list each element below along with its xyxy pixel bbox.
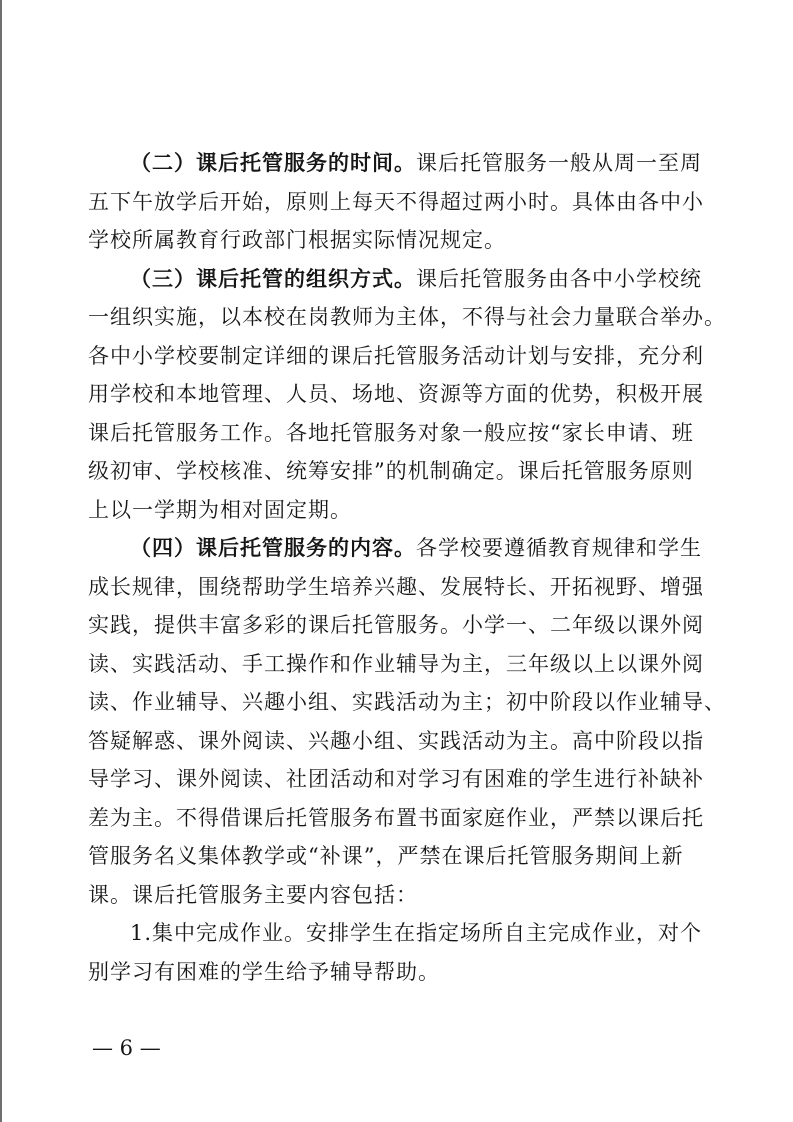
paragraph-line: 上以一学期为相对固定期。 [88,497,352,522]
paragraph-line: 各中小学校要制定详细的课后托管服务活动计划与安排，充分利 [88,343,704,368]
page-number: — 6 — [92,1036,161,1060]
paragraph-line: 一组织实施，以本校在岗教师为主体，不得与社会力量联合举办。 [88,305,726,329]
paragraph-line: 实践，提供丰富多彩的课后托管服务。小学一、二年级以课外阅 [88,613,704,637]
paragraph-organization [88,260,726,530]
paragraph-line: 学校所属教育行政部门根据实际情况规定。 [88,228,506,252]
paragraph-content [88,529,726,914]
paragraph-line [88,260,718,299]
paragraph-text: 各学校要遵循教育规律和学生 [416,536,702,560]
paragraph-line: 读、作业辅导、兴趣小组、实践活动为主；初中阶段以作业辅导、 [88,690,726,714]
paragraph-line [88,529,718,568]
paragraph-line: 用学校和本地管理、人员、场地、资源等方面的优势，积极开展 [88,382,704,406]
paragraph-line [88,144,718,183]
paragraph-heading: （四）课后托管服务的内容。 [130,535,416,560]
paragraph-heading: （二）课后托管服务的时间。 [130,150,416,175]
page-edge-line [0,0,2,1122]
document-body [88,144,726,991]
paragraph-service-time [88,144,718,260]
paragraph-line: 读、实践活动、手工操作和作业辅导为主，三年级以上以课外阅 [88,651,704,676]
paragraph-line: 导学习、课外阅读、社团活动和对学习有困难的学生进行补缺补 [88,767,704,791]
paragraph-line: 差为主。不得借课后托管服务布置书面家庭作业，严禁以课后托 [88,805,704,830]
paragraph-line: 成长规律，围绕帮助学生培养兴趣、发展特长、开拓视野、增强 [88,574,704,599]
paragraph-homework [88,914,718,991]
paragraph-line: 别学习有困难的学生给予辅导帮助。 [88,959,440,984]
paragraph-line: 1.集中完成作业。安排学生在指定场所自主完成作业，对个 [130,921,703,945]
paragraph-line: 级初审、学校核准、统筹安排”的机制确定。课后托管服务原则 [88,459,694,483]
paragraph-text: 课后托管服务一般从周一至周 [416,151,702,175]
paragraph-line: 答疑解惑、课外阅读、兴趣小组、实践活动为主。高中阶段以指 [88,728,704,753]
paragraph-line: 五下午放学后开始，原则上每天不得超过两小时。具体由各中小 [88,189,704,214]
paragraph-text: 课后托管服务由各中小学校统 [416,266,702,291]
paragraph-line: 课后托管服务工作。各地托管服务对象一般应按“家长申请、班 [88,420,694,445]
paragraph-heading: （三）课后托管的组织方式。 [130,265,416,291]
paragraph-line: 管服务名义集体教学或“补课”，严禁在课后托管服务期间上新 [88,844,684,868]
paragraph-line: 课。课后托管服务主要内容包括： [88,882,418,907]
